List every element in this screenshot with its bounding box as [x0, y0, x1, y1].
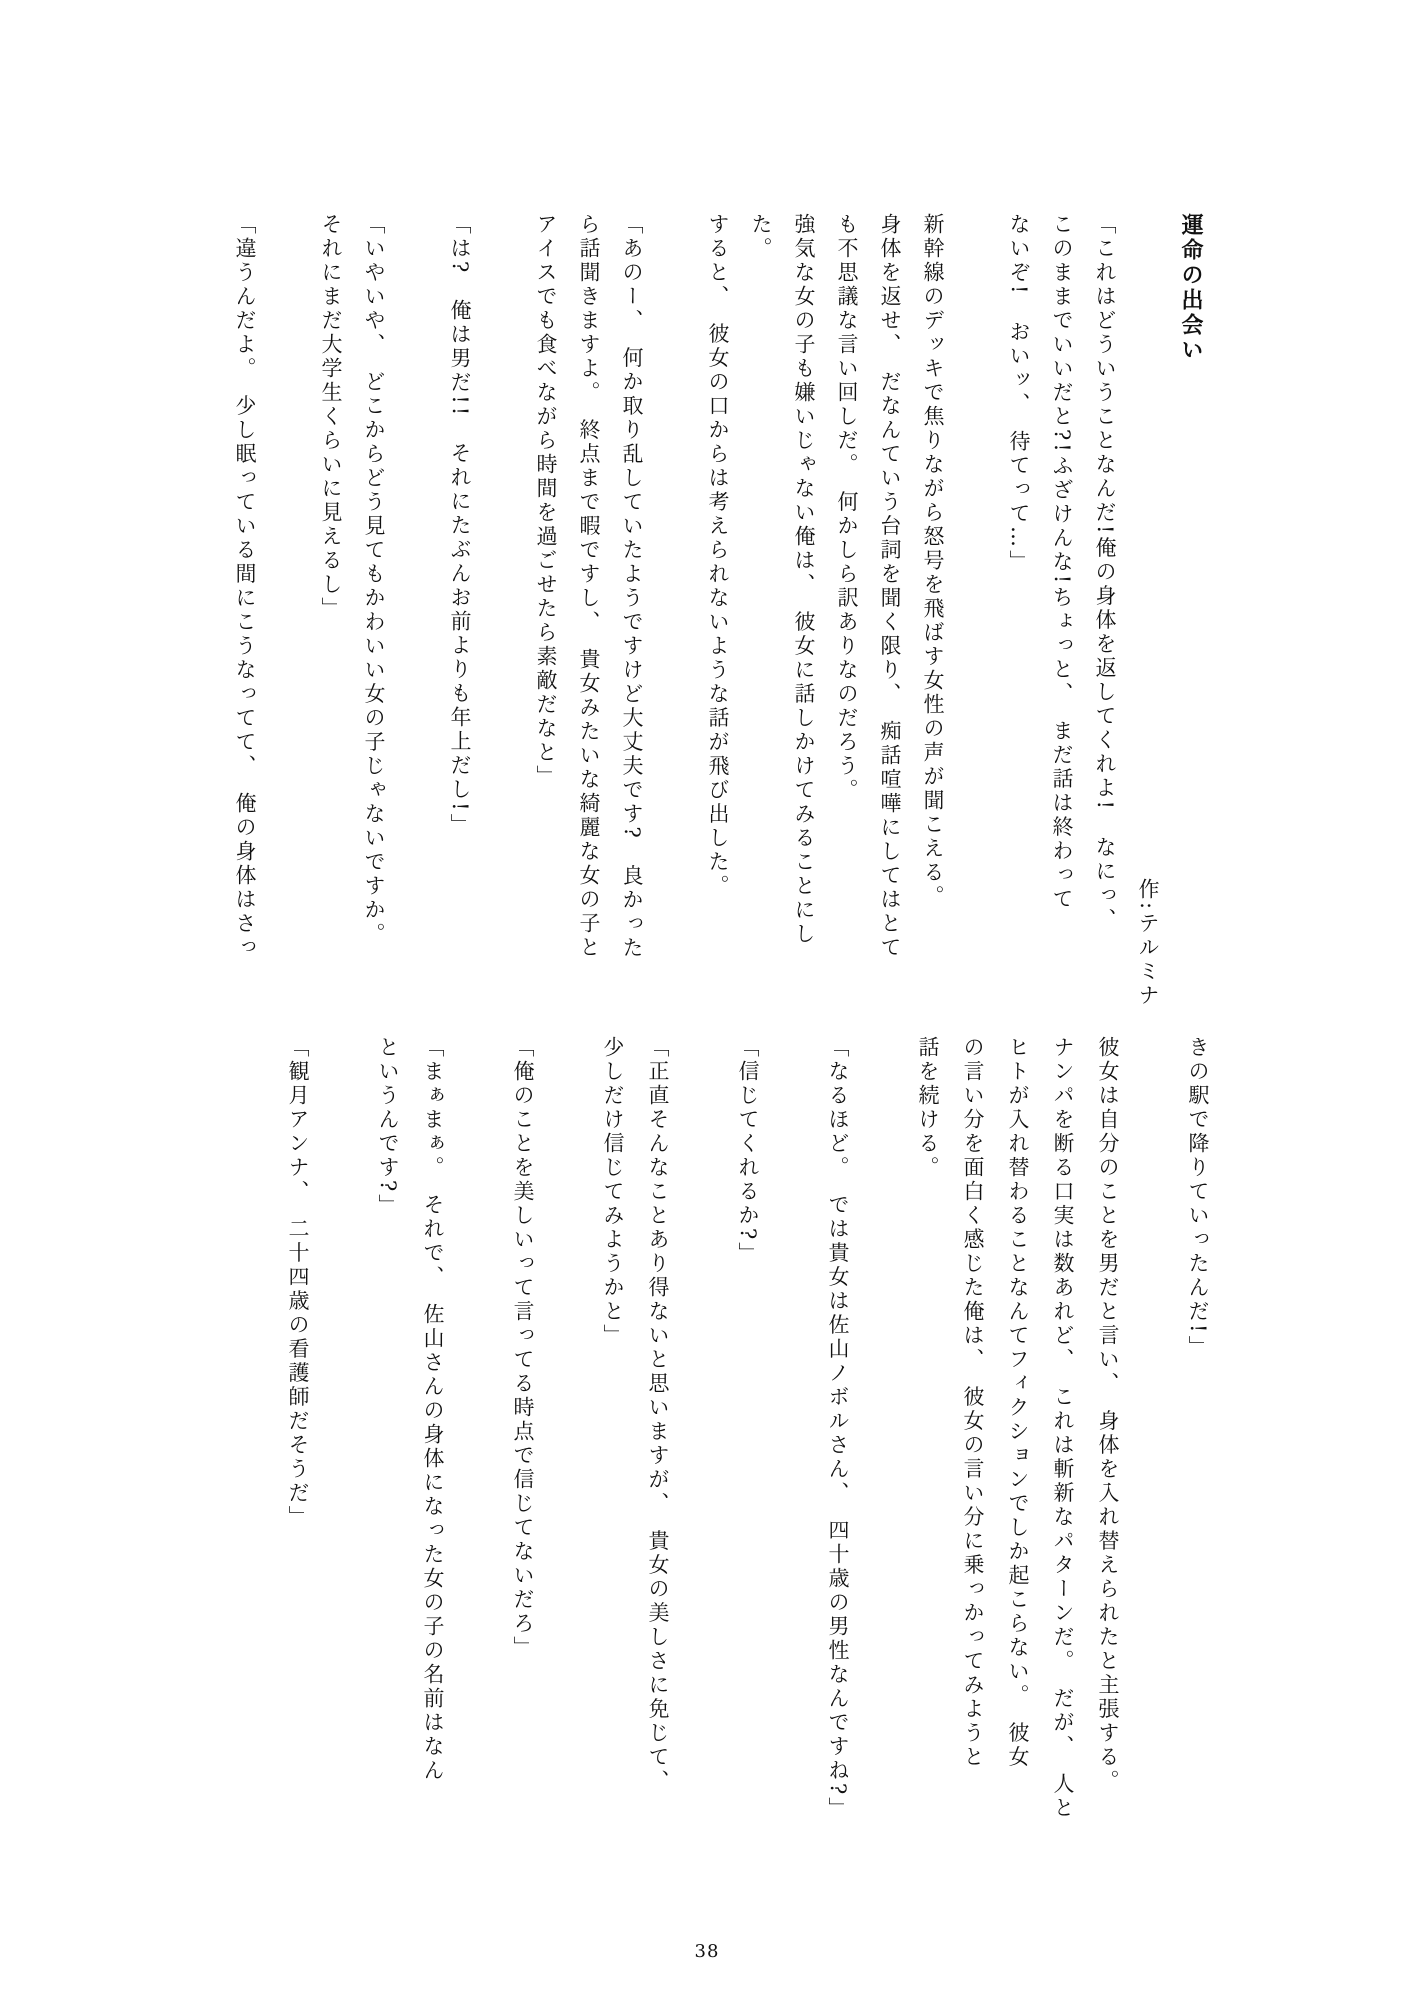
text-line: アイスでも食べながら時間を過ごせたら素敵だなと」 [534, 213, 558, 789]
text-block-bottom [275, 1036, 1220, 1866]
blank-line [1130, 1036, 1175, 1866]
text-line: それにまだ大学生くらいに見えるし」 [319, 213, 343, 621]
blank-line [266, 213, 309, 1008]
blank-line [770, 1036, 815, 1866]
text-line: 彼女は自分のことを男だと言い、 身体を入れ替えられたと主張する。 [1096, 1036, 1120, 1794]
text-line: 少しだけ信じてみようかと」 [601, 1036, 625, 1348]
text-line: ら話聞きますよ。 終点まで暇ですし、 貴女みたいな綺麗な女の子と [577, 213, 601, 960]
blank-line [860, 1036, 905, 1866]
text-line: 「なるほど。 では貴女は佐山ノボルさん、 四十歳の男性なんですね?」 [826, 1036, 850, 1822]
text-line: 「観月アンナ、 二十四歳の看護師だそうだ」 [286, 1036, 310, 1530]
text-block-top [223, 213, 1212, 1008]
blank-line [320, 1036, 365, 1866]
text-line: ヒトが入れ替わることなんてフィクションでしか起こらない。 彼女 [1006, 1036, 1030, 1770]
story-title: 運命の出会い [1178, 213, 1204, 363]
text-line: このままでいいだと?!ふざけんな!ちょっと、 まだ話は終わって [1050, 213, 1074, 912]
text-line: すると、 彼女の口からは考えられないような話が飛び出した。 [706, 213, 730, 899]
text-line: 新幹線のデッキで焦りながら怒号を飛ばす女性の声が聞こえる。 [921, 213, 945, 909]
page-number: 38 [694, 1941, 720, 1962]
text-line: 「正直そんなことあり得ないと思いますが、 貴女の美しさに免じて、 [646, 1036, 670, 1794]
text-line: 「いやいや、 どこからどう見てもかわいい女の子じゃないですか。 [362, 213, 386, 947]
text-line: 「俺のことを美しいって言ってる時点で信じてないだろ」 [511, 1036, 535, 1660]
blank-line [395, 213, 438, 1008]
blank-line [545, 1036, 590, 1866]
blank-line [954, 213, 997, 1008]
text-line: 「信じてくれるか?」 [736, 1036, 760, 1267]
text-line: ナンパを断る口実は数あれど、 これは斬新なパターンだ。 だが、 人と [1051, 1036, 1075, 1821]
text-line: ないぞ! おいッ、 待てって…」 [1007, 213, 1031, 574]
text-line: というんです?」 [376, 1036, 400, 1219]
blank-line [455, 1036, 500, 1866]
author-credit: 作:テルミナ [1136, 877, 1160, 1008]
blank-line [653, 213, 696, 1008]
text-line: 「違うんだよ。 少し眠っている間にこうなってて、 俺の身体はさっ [233, 213, 257, 960]
blank-line [481, 213, 524, 1008]
text-line: 「あのー、 何か取り乱していたようですけど大丈夫です? 良かった [620, 213, 644, 961]
text-line: も不思議な言い回しだ。 何かしら訳ありなのだろう。 [835, 213, 859, 803]
text-line: 「まぁまぁ。 それで、 佐山さんの身体になった女の子の名前はなん [421, 1036, 445, 1783]
text-line: 強気な女の子も嫌いじゃない俺は、 彼女に話しかけてみることにし [792, 213, 816, 947]
text-line: た。 [749, 213, 773, 261]
text-line: の言い分を面白く感じた俺は、 彼女の言い分に乗っかってみようと [961, 1036, 985, 1770]
text-line: 「は? 俺は男だ!! それにたぶんお前よりも年上だし!」 [448, 213, 472, 838]
text-line: 身体を返せ、 だなんていう台詞を聞く限り、 痴話喧嘩にしてはとて [878, 213, 902, 960]
text-line: きの駅で降りていったんだ!」 [1186, 1036, 1210, 1360]
text-line: 「これはどういうことなんだ!俺の身体を返してくれよ! なにっ、 [1093, 213, 1117, 932]
blank-line [680, 1036, 725, 1866]
text-line: 話を続ける。 [916, 1036, 940, 1180]
